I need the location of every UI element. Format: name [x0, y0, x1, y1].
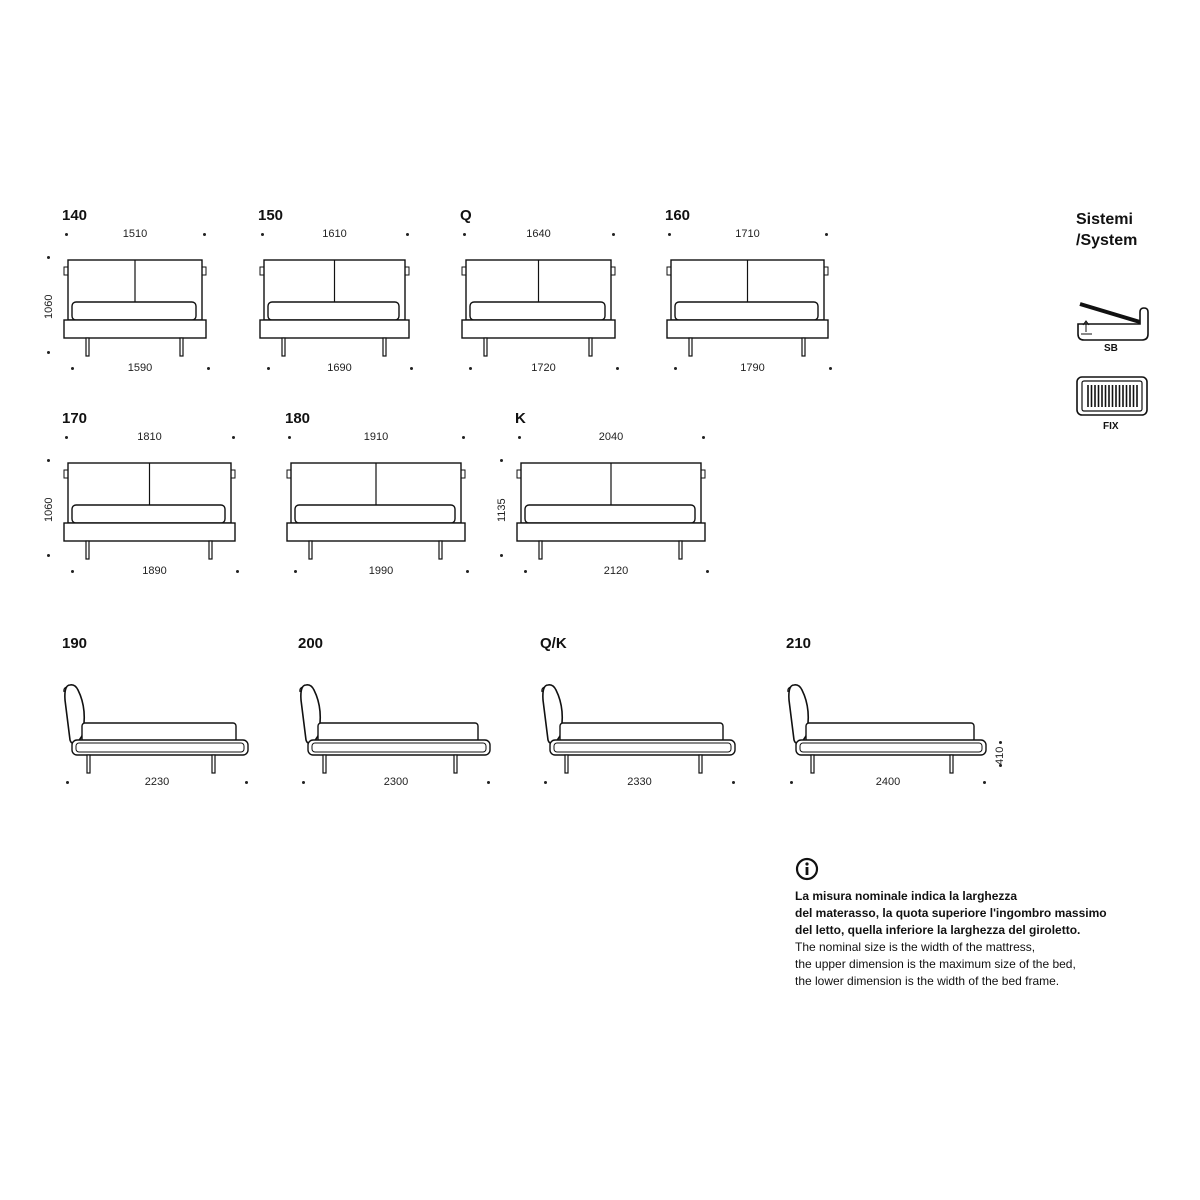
bed-front-drawing [460, 257, 621, 367]
top-dimension: 1640 [526, 228, 551, 240]
note-section [795, 857, 1107, 990]
side-view-q-k [540, 635, 739, 795]
dimension-tick [702, 436, 705, 439]
size-label: 160 [665, 207, 691, 224]
bed-front-drawing [258, 257, 415, 367]
dimension-tick [668, 233, 671, 236]
size-label: 210 [786, 635, 812, 652]
dimension-tick [790, 781, 793, 784]
top-dimension: 1810 [137, 431, 162, 443]
note-en-line-2: the upper dimension is the maximum size of the bed, [795, 957, 1076, 971]
system-title-it: Sistemi [1076, 211, 1133, 228]
dimension-tick [524, 570, 527, 573]
dimension-tick [500, 459, 503, 462]
storage-bed-icon [1076, 302, 1152, 342]
dimension-tick [466, 570, 469, 573]
bed-side-drawing [786, 680, 990, 780]
length-dimension: 2400 [875, 776, 901, 788]
dimension-tick [71, 570, 74, 573]
dimension-tick [47, 554, 50, 557]
size-label: K [515, 410, 526, 427]
dimension-tick [232, 436, 235, 439]
size-label: 180 [285, 410, 311, 427]
bed-front-drawing [62, 460, 241, 570]
dimension-tick [983, 781, 986, 784]
bottom-dimension: 1590 [127, 362, 153, 374]
top-dimension: 1510 [122, 228, 148, 240]
fixed-slats-icon [1076, 376, 1150, 416]
system-title-en: /System [1076, 232, 1138, 249]
dimension-tick [410, 367, 413, 370]
height-dimension: 1060 [43, 294, 55, 319]
bottom-dimension: 2120 [603, 565, 629, 577]
info-icon [795, 857, 819, 881]
bed-side-drawing [540, 680, 739, 780]
dimension-tick [706, 570, 709, 573]
length-dimension: 2230 [144, 776, 170, 788]
bed-front-drawing [62, 257, 212, 367]
dimension-tick [207, 367, 210, 370]
system-section [1076, 209, 1137, 251]
bed-front-drawing [285, 460, 471, 570]
dimension-tick [825, 233, 828, 236]
front-view-180 [285, 410, 477, 585]
dimension-tick [288, 436, 291, 439]
note-it-line-2: del materasso, la quota superiore l'ingombro massimo [795, 906, 1107, 920]
bed-side-drawing [62, 680, 252, 780]
bed-front-drawing [515, 460, 711, 570]
dimension-tick [65, 233, 68, 236]
dimension-tick [674, 367, 677, 370]
dimension-tick [261, 233, 264, 236]
top-dimension: 1610 [322, 228, 347, 240]
top-dimension: 1710 [735, 228, 760, 240]
note-it-line-3: del letto, quella inferiore la larghezza del giroletto. [795, 923, 1081, 937]
side-view-200 [298, 635, 494, 795]
dimension-tick [462, 436, 465, 439]
side-view-190 [62, 635, 252, 795]
side-view-210 [786, 635, 1006, 795]
system-item-sb [1076, 302, 1152, 354]
dimension-tick [487, 781, 490, 784]
dimension-tick [544, 781, 547, 784]
height-dimension: 1060 [43, 497, 55, 522]
dimension-tick [65, 436, 68, 439]
dimension-tick [47, 256, 50, 259]
dimension-tick [469, 367, 472, 370]
dimension-tick [267, 367, 270, 370]
size-label: Q/K [540, 635, 567, 652]
system-caption-fix: FIX [1103, 421, 1119, 432]
size-label: 200 [298, 635, 324, 652]
dimension-tick [245, 781, 248, 784]
dimension-tick [829, 367, 832, 370]
dimension-tick [500, 554, 503, 557]
length-dimension: 2330 [627, 776, 652, 788]
length-dimension: 2300 [383, 776, 409, 788]
dimension-tick [47, 351, 50, 354]
dimension-tick [66, 781, 69, 784]
note-it-line-1: La misura nominale indica la larghezza [795, 889, 1018, 903]
front-view-k [496, 410, 717, 585]
system-caption-sb: SB [1104, 343, 1118, 354]
dimension-tick [518, 436, 521, 439]
dimension-tick [71, 367, 74, 370]
height-dimension: 1135 [496, 498, 508, 522]
dimension-tick [612, 233, 615, 236]
size-label: 140 [62, 207, 88, 224]
dimension-tick [999, 741, 1002, 744]
dimension-tick [302, 781, 305, 784]
size-label: 170 [62, 410, 88, 427]
dimension-tick [47, 459, 50, 462]
bottom-dimension: 1690 [327, 362, 352, 374]
system-item-fix [1076, 376, 1150, 432]
dimension-tick [236, 570, 239, 573]
bottom-dimension: 1890 [142, 565, 167, 577]
size-label: 190 [62, 635, 88, 652]
bottom-dimension: 1720 [531, 362, 556, 374]
dimension-tick [616, 367, 619, 370]
size-label: Q [460, 207, 472, 224]
bed-front-drawing [665, 257, 834, 367]
front-view-q [460, 207, 627, 382]
dimension-tick [203, 233, 206, 236]
size-label: 150 [258, 207, 284, 224]
note-en-line-1: The nominal size is the width of the mattress, [795, 940, 1036, 954]
front-view-160 [665, 207, 840, 382]
bed-side-drawing [298, 680, 494, 780]
dimension-tick [406, 233, 409, 236]
front-view-170 [43, 410, 247, 585]
top-dimension: 2040 [598, 431, 624, 443]
height-dimension: 410 [994, 746, 1006, 765]
note-en-line-3: the lower dimension is the width of the bed frame. [795, 974, 1060, 988]
dimension-tick [732, 781, 735, 784]
bottom-dimension: 1990 [368, 565, 394, 577]
bottom-dimension: 1790 [740, 362, 765, 374]
dimension-tick [463, 233, 466, 236]
top-dimension: 1910 [363, 431, 389, 443]
front-view-150 [258, 207, 421, 382]
dimension-tick [294, 570, 297, 573]
front-view-140 [43, 207, 218, 382]
